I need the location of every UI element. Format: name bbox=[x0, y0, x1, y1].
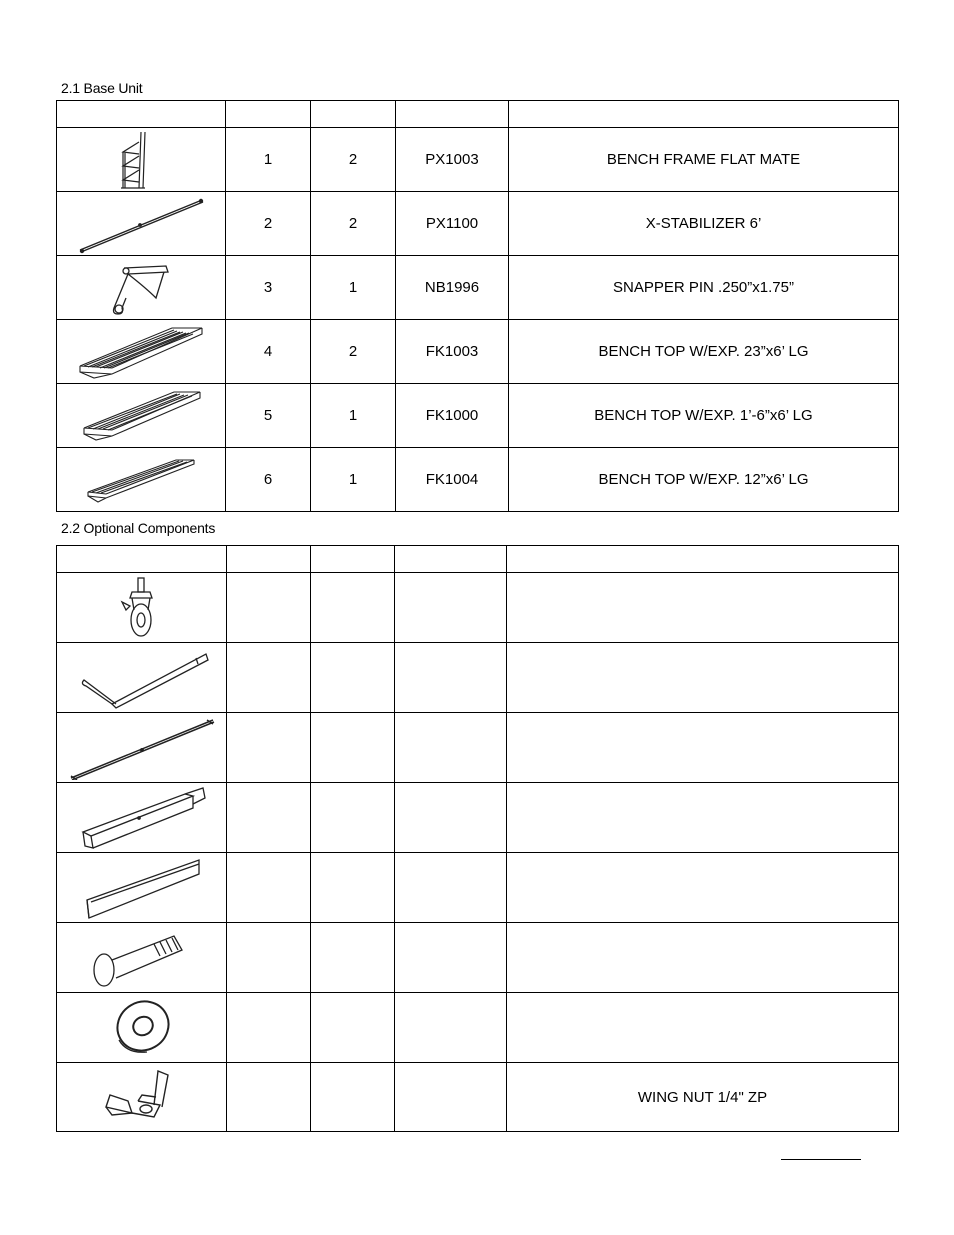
quantity: 1 bbox=[311, 256, 396, 320]
item-number: 2 bbox=[226, 192, 311, 256]
header-cell bbox=[311, 101, 396, 128]
item-number bbox=[227, 713, 311, 783]
part-number bbox=[395, 923, 507, 993]
item-number: 4 bbox=[226, 320, 311, 384]
table-header-row bbox=[57, 546, 899, 573]
table-header-row bbox=[57, 101, 899, 128]
washer-icon bbox=[107, 996, 177, 1060]
description: BENCH TOP W/EXP. 23”x6’ LG bbox=[509, 320, 899, 384]
snapper-pin-icon bbox=[106, 258, 176, 318]
quantity: 1 bbox=[311, 448, 396, 512]
description: WING NUT 1/4" ZP bbox=[507, 1063, 899, 1132]
table-row bbox=[57, 384, 899, 448]
part-number: PX1100 bbox=[396, 192, 509, 256]
part-number bbox=[395, 643, 507, 713]
quantity: 2 bbox=[311, 128, 396, 192]
header-cell bbox=[311, 546, 395, 573]
header-cell bbox=[57, 101, 226, 128]
item-number bbox=[227, 993, 311, 1063]
table-row bbox=[57, 320, 899, 384]
table-row bbox=[57, 128, 899, 192]
wing-nut-icon bbox=[102, 1065, 182, 1129]
table-row bbox=[57, 643, 899, 713]
part-number bbox=[395, 573, 507, 643]
header-cell bbox=[226, 101, 311, 128]
item-number bbox=[227, 1063, 311, 1132]
quantity bbox=[311, 573, 395, 643]
table-row bbox=[57, 256, 899, 320]
part-number: PX1003 bbox=[396, 128, 509, 192]
table-row bbox=[57, 192, 899, 256]
item-number bbox=[227, 923, 311, 993]
table-row bbox=[57, 993, 899, 1063]
quantity bbox=[311, 643, 395, 713]
part-number: FK1004 bbox=[396, 448, 509, 512]
description bbox=[507, 783, 899, 853]
table-row bbox=[57, 448, 899, 512]
item-number bbox=[227, 643, 311, 713]
header-cell bbox=[57, 546, 227, 573]
table-row bbox=[57, 1063, 899, 1132]
table-row bbox=[57, 783, 899, 853]
header-cell bbox=[507, 546, 899, 573]
quantity: 2 bbox=[311, 192, 396, 256]
item-number: 5 bbox=[226, 384, 311, 448]
bench-frame-icon bbox=[111, 130, 171, 190]
description bbox=[507, 923, 899, 993]
table-row bbox=[57, 713, 899, 783]
part-number bbox=[395, 853, 507, 923]
description bbox=[507, 573, 899, 643]
quantity: 1 bbox=[311, 384, 396, 448]
item-number bbox=[227, 573, 311, 643]
part-number: NB1996 bbox=[396, 256, 509, 320]
description bbox=[507, 853, 899, 923]
description: X-STABILIZER 6’ bbox=[509, 192, 899, 256]
section-title-base-unit: 2.1 Base Unit bbox=[61, 80, 143, 96]
crank-handle-icon bbox=[72, 646, 212, 710]
item-number: 3 bbox=[226, 256, 311, 320]
quantity bbox=[311, 853, 395, 923]
description bbox=[507, 643, 899, 713]
caster-wheel-icon bbox=[112, 576, 172, 640]
stabilizer-bar-icon bbox=[76, 194, 206, 254]
description: SNAPPER PIN .250”x1.75” bbox=[509, 256, 899, 320]
quantity bbox=[311, 1063, 395, 1132]
description: BENCH TOP W/EXP. 12”x6’ LG bbox=[509, 448, 899, 512]
part-number bbox=[395, 1063, 507, 1132]
carriage-bolt-icon bbox=[82, 926, 202, 990]
footer-rule bbox=[781, 1159, 861, 1160]
bench-top-icon bbox=[76, 450, 206, 510]
table-row bbox=[57, 573, 899, 643]
part-number: FK1000 bbox=[396, 384, 509, 448]
section-title-optional-components: 2.2 Optional Components bbox=[61, 520, 216, 536]
square-tube-icon bbox=[77, 786, 207, 850]
description: BENCH TOP W/EXP. 1’-6”x6’ LG bbox=[509, 384, 899, 448]
item-number: 6 bbox=[226, 448, 311, 512]
item-number bbox=[227, 853, 311, 923]
table-row bbox=[57, 923, 899, 993]
description bbox=[507, 713, 899, 783]
description bbox=[507, 993, 899, 1063]
quantity bbox=[311, 713, 395, 783]
quantity bbox=[311, 993, 395, 1063]
bench-top-icon bbox=[76, 322, 206, 382]
base-unit-table bbox=[56, 100, 899, 512]
part-number: FK1003 bbox=[396, 320, 509, 384]
quantity: 2 bbox=[311, 320, 396, 384]
header-cell bbox=[227, 546, 311, 573]
part-number bbox=[395, 993, 507, 1063]
part-number bbox=[395, 783, 507, 853]
optional-components-table bbox=[56, 545, 899, 1132]
item-number bbox=[227, 783, 311, 853]
header-cell bbox=[395, 546, 507, 573]
header-cell bbox=[396, 101, 509, 128]
quantity bbox=[311, 923, 395, 993]
angle-strip-icon bbox=[77, 856, 207, 920]
quantity bbox=[311, 783, 395, 853]
part-number bbox=[395, 713, 507, 783]
long-rod-icon bbox=[67, 716, 217, 780]
bench-top-icon bbox=[76, 386, 206, 446]
description: BENCH FRAME FLAT MATE bbox=[509, 128, 899, 192]
table-row bbox=[57, 853, 899, 923]
header-cell bbox=[509, 101, 899, 128]
item-number: 1 bbox=[226, 128, 311, 192]
